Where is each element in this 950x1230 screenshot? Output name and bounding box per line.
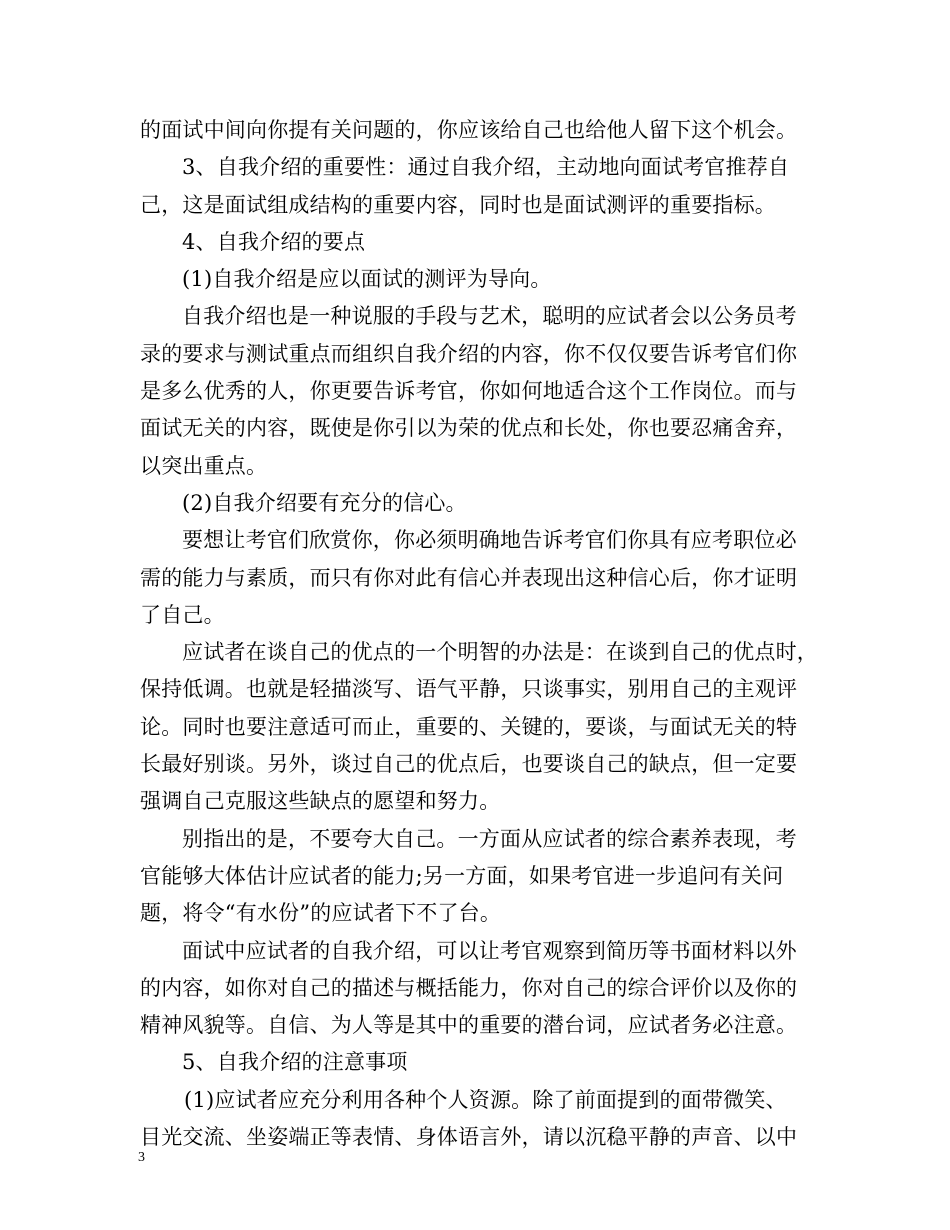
- body-text: [140, 112, 830, 1156]
- text-line-28: 目光交流、坐姿端正等表情、身体语言外，请以沉稳平静的声音、以中: [140, 1125, 798, 1150]
- text-line-6: 自我介绍也是一种说服的手段与艺术，聪明的应试者会以公务员考: [182, 304, 797, 329]
- text-line-23: 面试中应试者的自我介绍，可以让考官观察到简历等书面材料以外: [182, 938, 797, 963]
- subheading-2: (2)自我介绍要有充分的信心。: [182, 490, 467, 515]
- text-line-20: 别指出的是，不要夸大自己。一方面从应试者的综合素养表现，考: [182, 826, 797, 851]
- text-line-1: 的面试中间向你提有关问题的，你应该给自己也给他人留下这个机会。: [140, 118, 798, 142]
- text-line-12: 要想让考官们欣赏你，你必须明确地告诉考官们你具有应考职位必: [182, 528, 797, 553]
- text-line-8: 是多么优秀的人，你更要告诉考官，你如何地适合这个工作岗位。而与: [140, 379, 798, 404]
- subheading-1: (1)自我介绍是应以面试的测评为导向。: [182, 267, 552, 292]
- page-number: 3: [138, 1150, 145, 1165]
- text-line-17: 论。同时也要注意适可而止，重要的、关键的，要谈，与面试无关的特: [140, 714, 798, 739]
- text-line-13: 需的能力与素质，而只有你对此有信心并表现出这种信心后，你才证明: [140, 565, 798, 590]
- text-line-15: 应试者在谈自己的优点的一个明智的办法是：在谈到自己的优点时，: [182, 640, 818, 665]
- text-line-25: 精神风貌等。自信、为人等是其中的重要的潜台词，应试者务必注意。: [140, 1013, 798, 1038]
- text-line-7: 录的要求与测试重点而组织自我介绍的内容，你不仅仅要告诉考官们你: [140, 341, 798, 366]
- text-line-22: 题，将令“有水份”的应试者下不了台。: [140, 901, 502, 926]
- text-line-24: 的内容，如你对自己的描述与概括能力，你对自己的综合评价以及你的: [140, 975, 798, 1000]
- text-line-21: 官能够大体估计应试者的能力;另一方面，如果考官进一步追问有关问: [140, 863, 784, 888]
- text-line-14: 了自己。: [140, 602, 225, 627]
- text-line-2: 3、自我介绍的重要性：通过自我介绍，主动地向面试考官推荐自: [182, 155, 790, 180]
- text-line-19: 强调自己克服这些缺点的愿望和努力。: [140, 789, 501, 814]
- text-line-9: 面试无关的内容，既使是你引以为荣的优点和长处，你也要忍痛舍弃，: [140, 416, 798, 441]
- text-line-3: 己，这是面试组成结构的重要内容，同时也是面试测评的重要指标。: [140, 192, 776, 217]
- text-line-27: (1)应试者应充分利用各种个人资源。除了前面提到的面带微笑、: [184, 1087, 787, 1112]
- section-heading-4: 4、自我介绍的要点: [182, 229, 366, 254]
- text-line-16: 保持低调。也就是轻描淡写、语气平静，只谈事实，别用自己的主观评: [140, 677, 798, 702]
- text-line-10: 以突出重点。: [140, 453, 268, 478]
- text-line-18: 长最好别谈。另外，谈过自己的优点后，也要谈自己的缺点，但一定要: [140, 752, 798, 777]
- section-heading-5: 5、自我介绍的注意事项: [182, 1050, 408, 1075]
